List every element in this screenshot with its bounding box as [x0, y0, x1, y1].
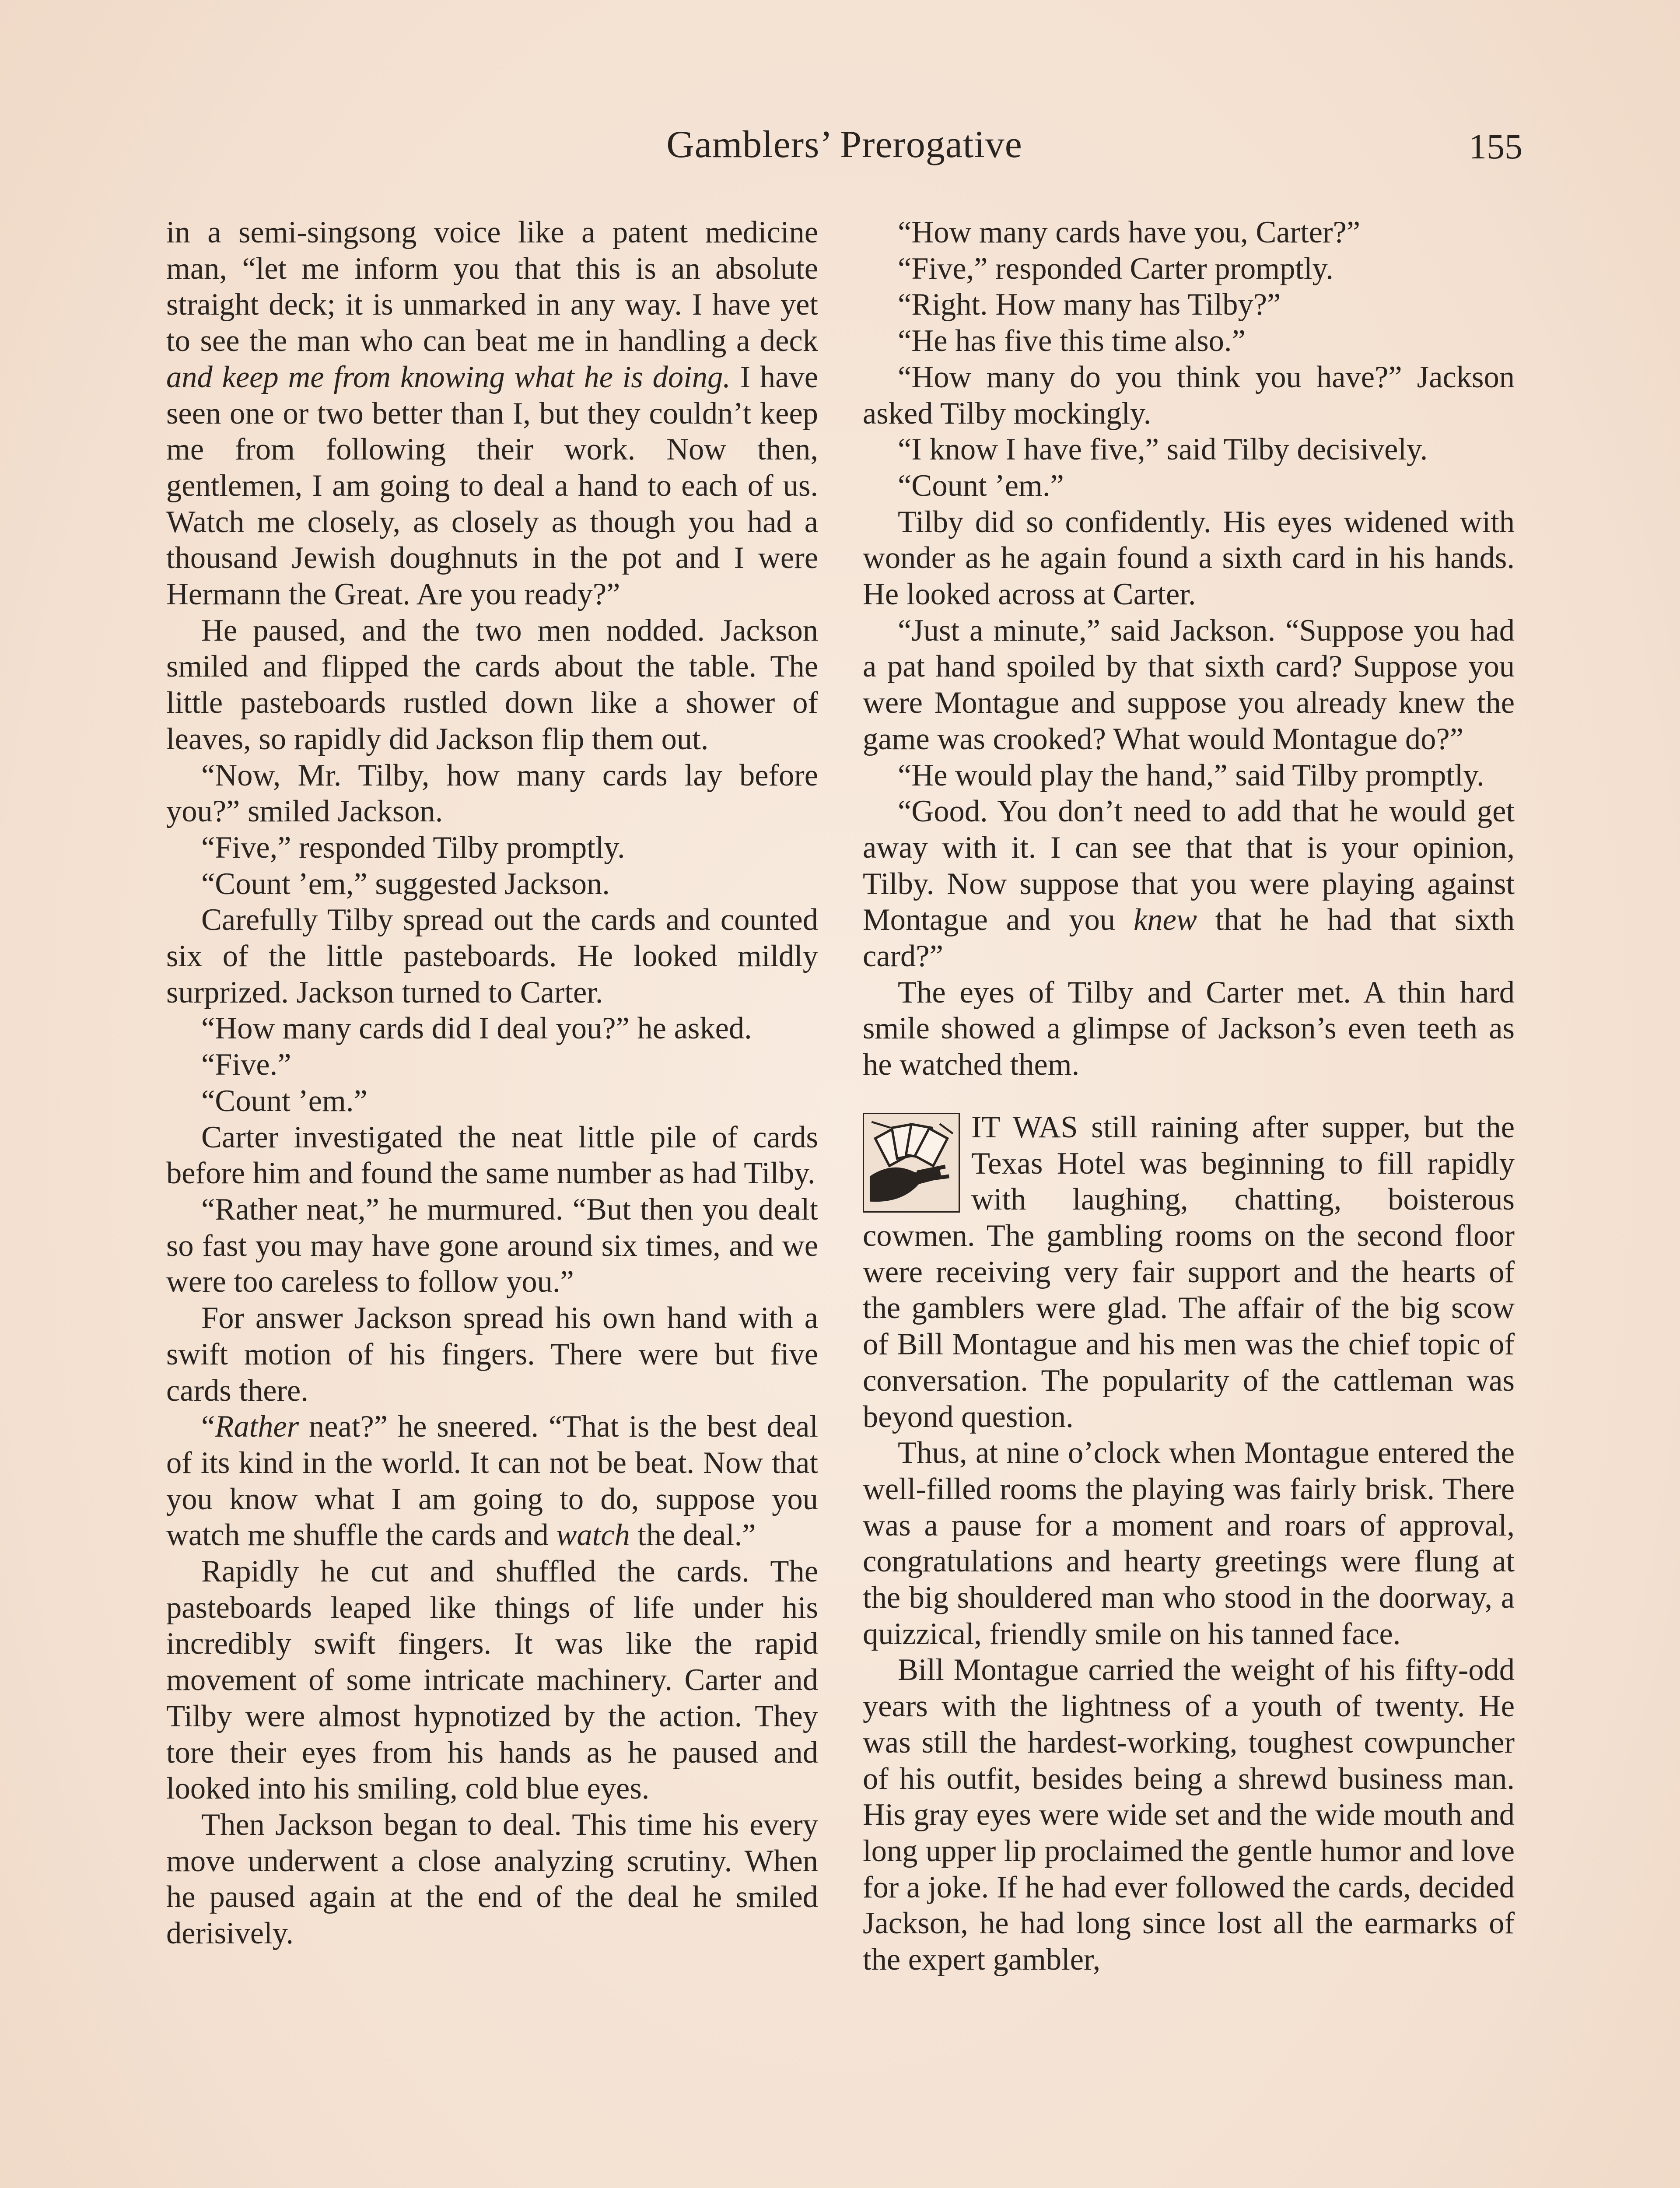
paragraph	[166, 1553, 818, 1807]
text-run: Carter investigated the neat little pile of cards before him and found the same number as had Tilby.	[166, 1120, 818, 1191]
right-column-section-text	[863, 1109, 1515, 1978]
text-run: neat?” he sneered. “That is the best deal of its kind in the world. It can not be beat. Now that you know what I am going to do, suppose you watch me shuffle the cards and	[166, 1410, 818, 1553]
paragraph	[166, 1083, 818, 1119]
text-run: “Count ’em,” suggested Jackson.	[201, 866, 610, 901]
paragraph	[863, 757, 1515, 794]
paragraph	[166, 866, 818, 902]
text-run: For answer Jackson spread his own hand with a swift motion of his fingers. There were but five cards there.	[166, 1301, 818, 1408]
text-run: “How many cards have you, Carter?”	[898, 215, 1361, 249]
text-run: “Five,” responded Tilby promptly.	[201, 830, 625, 865]
right-column-dialogue	[863, 214, 1515, 1083]
italic-text: Rather	[215, 1410, 299, 1444]
text-run: Bill Montague carried the weight of his fifty-odd years with the lightness of a youth of twenty. He was still the hardest-working, toughest cowpuncher of his outfit, besides being a shrewd business man. His gray eyes were wide set and the wide mouth and long upper lip proclaimed the gentle humor and love for a joke. If he had ever followed the cards, decided Jackson, he had long since lost all the earmarks of the expert gambler,	[863, 1653, 1515, 1977]
italic-text: knew	[1133, 903, 1197, 937]
running-title: Gamblers’ Prerogative	[666, 123, 1022, 166]
text-run: “	[201, 1410, 215, 1444]
paragraph	[863, 214, 1515, 251]
paragraph	[863, 251, 1515, 287]
paragraph	[166, 1300, 818, 1409]
text-run: “Now, Mr. Tilby, how many cards lay before you?” smiled Jackson.	[166, 758, 818, 829]
paragraph	[166, 613, 818, 757]
italic-text: watch	[556, 1518, 630, 1553]
text-run: “How many do you think you have?” Jackson asked Tilby mockingly.	[863, 360, 1515, 431]
paragraph	[863, 1435, 1515, 1652]
text-run: IT WAS still raining after supper, but the Texas Hotel was beginning to fill rapidly with laughing, chatting, boisterous cowmen. The gambling rooms on the second floor were receiving very fair support and the hearts of the gamblers were glad. The affair of the big scow of Bill Montague and his men was the chief topic of conversation. The popularity of the cattleman was beyond question.	[863, 1110, 1515, 1434]
text-run: “Five.”	[201, 1048, 291, 1082]
text-run: He paused, and the two men nodded. Jackson smiled and flipped the cards about the table. The little pasteboards rustled down like a shower of leaves, so rapidly did Jackson flip them out.	[166, 613, 818, 756]
paragraph	[863, 504, 1515, 613]
paragraph	[863, 468, 1515, 504]
paragraph	[863, 287, 1515, 323]
paragraph	[863, 1652, 1515, 1978]
text-run: Carefully Tilby spread out the cards and counted six of the little pasteboards. He looked mildly surprized. Jackson turned to Carter.	[166, 903, 818, 1010]
text-run: “Right. How many has Tilby?”	[898, 288, 1281, 322]
text-run: “He has five this time also.”	[898, 324, 1246, 358]
paragraph	[166, 1010, 818, 1047]
text-run: “Five,” responded Carter promptly.	[898, 251, 1334, 286]
text-run: I have seen one or two better than I, but they couldn’t keep me from following their work. Now then, gentlemen, I am going to deal a hand to each of us. Watch me closely, as closely as though you had a thousand Jewish doughnuts in the pot and I were Hermann the Great. Are you ready?”	[166, 360, 819, 612]
text-run: Then Jackson began to deal. This time his every move underwent a close analyzing scrutiny. When he paused again at the end of the deal he smiled derisively.	[166, 1807, 818, 1951]
paragraph	[863, 613, 1515, 757]
paragraph	[166, 902, 818, 1010]
paragraph	[166, 757, 818, 830]
paragraph	[863, 431, 1515, 468]
paragraph	[166, 1192, 818, 1300]
paragraph	[863, 323, 1515, 359]
paragraph	[863, 1109, 1515, 1435]
section-break	[863, 1109, 1515, 1978]
paragraph	[863, 793, 1515, 975]
text-run: Rapidly he cut and shuffled the cards. The pasteboards leaped like things of life under his incredibly swift fingers. It was like the rapid movement of some intricate machinery. Carter and Tilby were almost hypnotized by the action. They tore their eyes from his hands as he paused and looked into his smiling, cold blue eyes.	[166, 1554, 818, 1806]
italic-text: and keep me from knowing what he is doing.	[166, 360, 731, 394]
text-run: “Rather neat,” he murmured. “But then you dealt so fast you may have gone around six times, and we were too careless to follow you.”	[166, 1192, 818, 1299]
text-run: The eyes of Tilby and Carter met. A thin hard smile showed a glimpse of Jackson’s even teeth as he watched them.	[863, 975, 1515, 1082]
paragraph	[166, 1807, 818, 1952]
text-run: “Just a minute,” said Jackson. “Suppose you had a pat hand spoiled by that sixth card? Suppose you were Montague and suppose you already knew the game was crooked? What would Montague do?”	[863, 613, 1515, 756]
paragraph	[863, 975, 1515, 1083]
left-text-column	[166, 214, 818, 1952]
text-run: “How many cards did I deal you?” he asked.	[201, 1011, 752, 1046]
paragraph	[166, 830, 818, 866]
paragraph	[166, 1047, 818, 1083]
paragraph	[166, 1119, 818, 1192]
page-number: 155	[1469, 126, 1522, 166]
text-run: Thus, at nine o’clock when Montague entered the well-filled rooms the playing was fairly brisk. There was a pause for a moment and roars of approval, congratulations and hearty greetings were flung at the big shouldered man who stood in the doorway, a quizzical, friendly smile on his tanned face.	[863, 1436, 1515, 1651]
text-run: “He would play the hand,” said Tilby promptly.	[898, 758, 1484, 792]
text-run: “Count ’em.”	[201, 1083, 368, 1118]
text-run: the deal.”	[630, 1518, 756, 1553]
paragraph	[166, 1409, 818, 1553]
text-run: in a semi-singsong voice like a patent medicine man, “let me inform you that this is an absolute straight deck; it is unmarked in any way. I have yet to see the man who can beat me in handling a deck	[166, 215, 818, 358]
text-run: “I know I have five,” said Tilby decisively.	[898, 432, 1428, 467]
page-header	[166, 123, 1522, 179]
paragraph	[863, 359, 1515, 431]
paragraph	[166, 214, 818, 613]
playing-cards-hand-icon	[863, 1113, 960, 1213]
right-text-column	[863, 214, 1515, 1978]
text-run: that he had that sixth card?”	[863, 903, 1515, 974]
text-run: “Good. You don’t need to add that he would get away with it. I can see that that is your opinion, Tilby. Now suppose that you were playing against Montague and you	[863, 794, 1515, 937]
text-run: “Count ’em.”	[898, 468, 1064, 503]
text-run: Tilby did so confidently. His eyes widened with wonder as he again found a sixth card in his hands. He looked across at Carter.	[863, 505, 1515, 612]
